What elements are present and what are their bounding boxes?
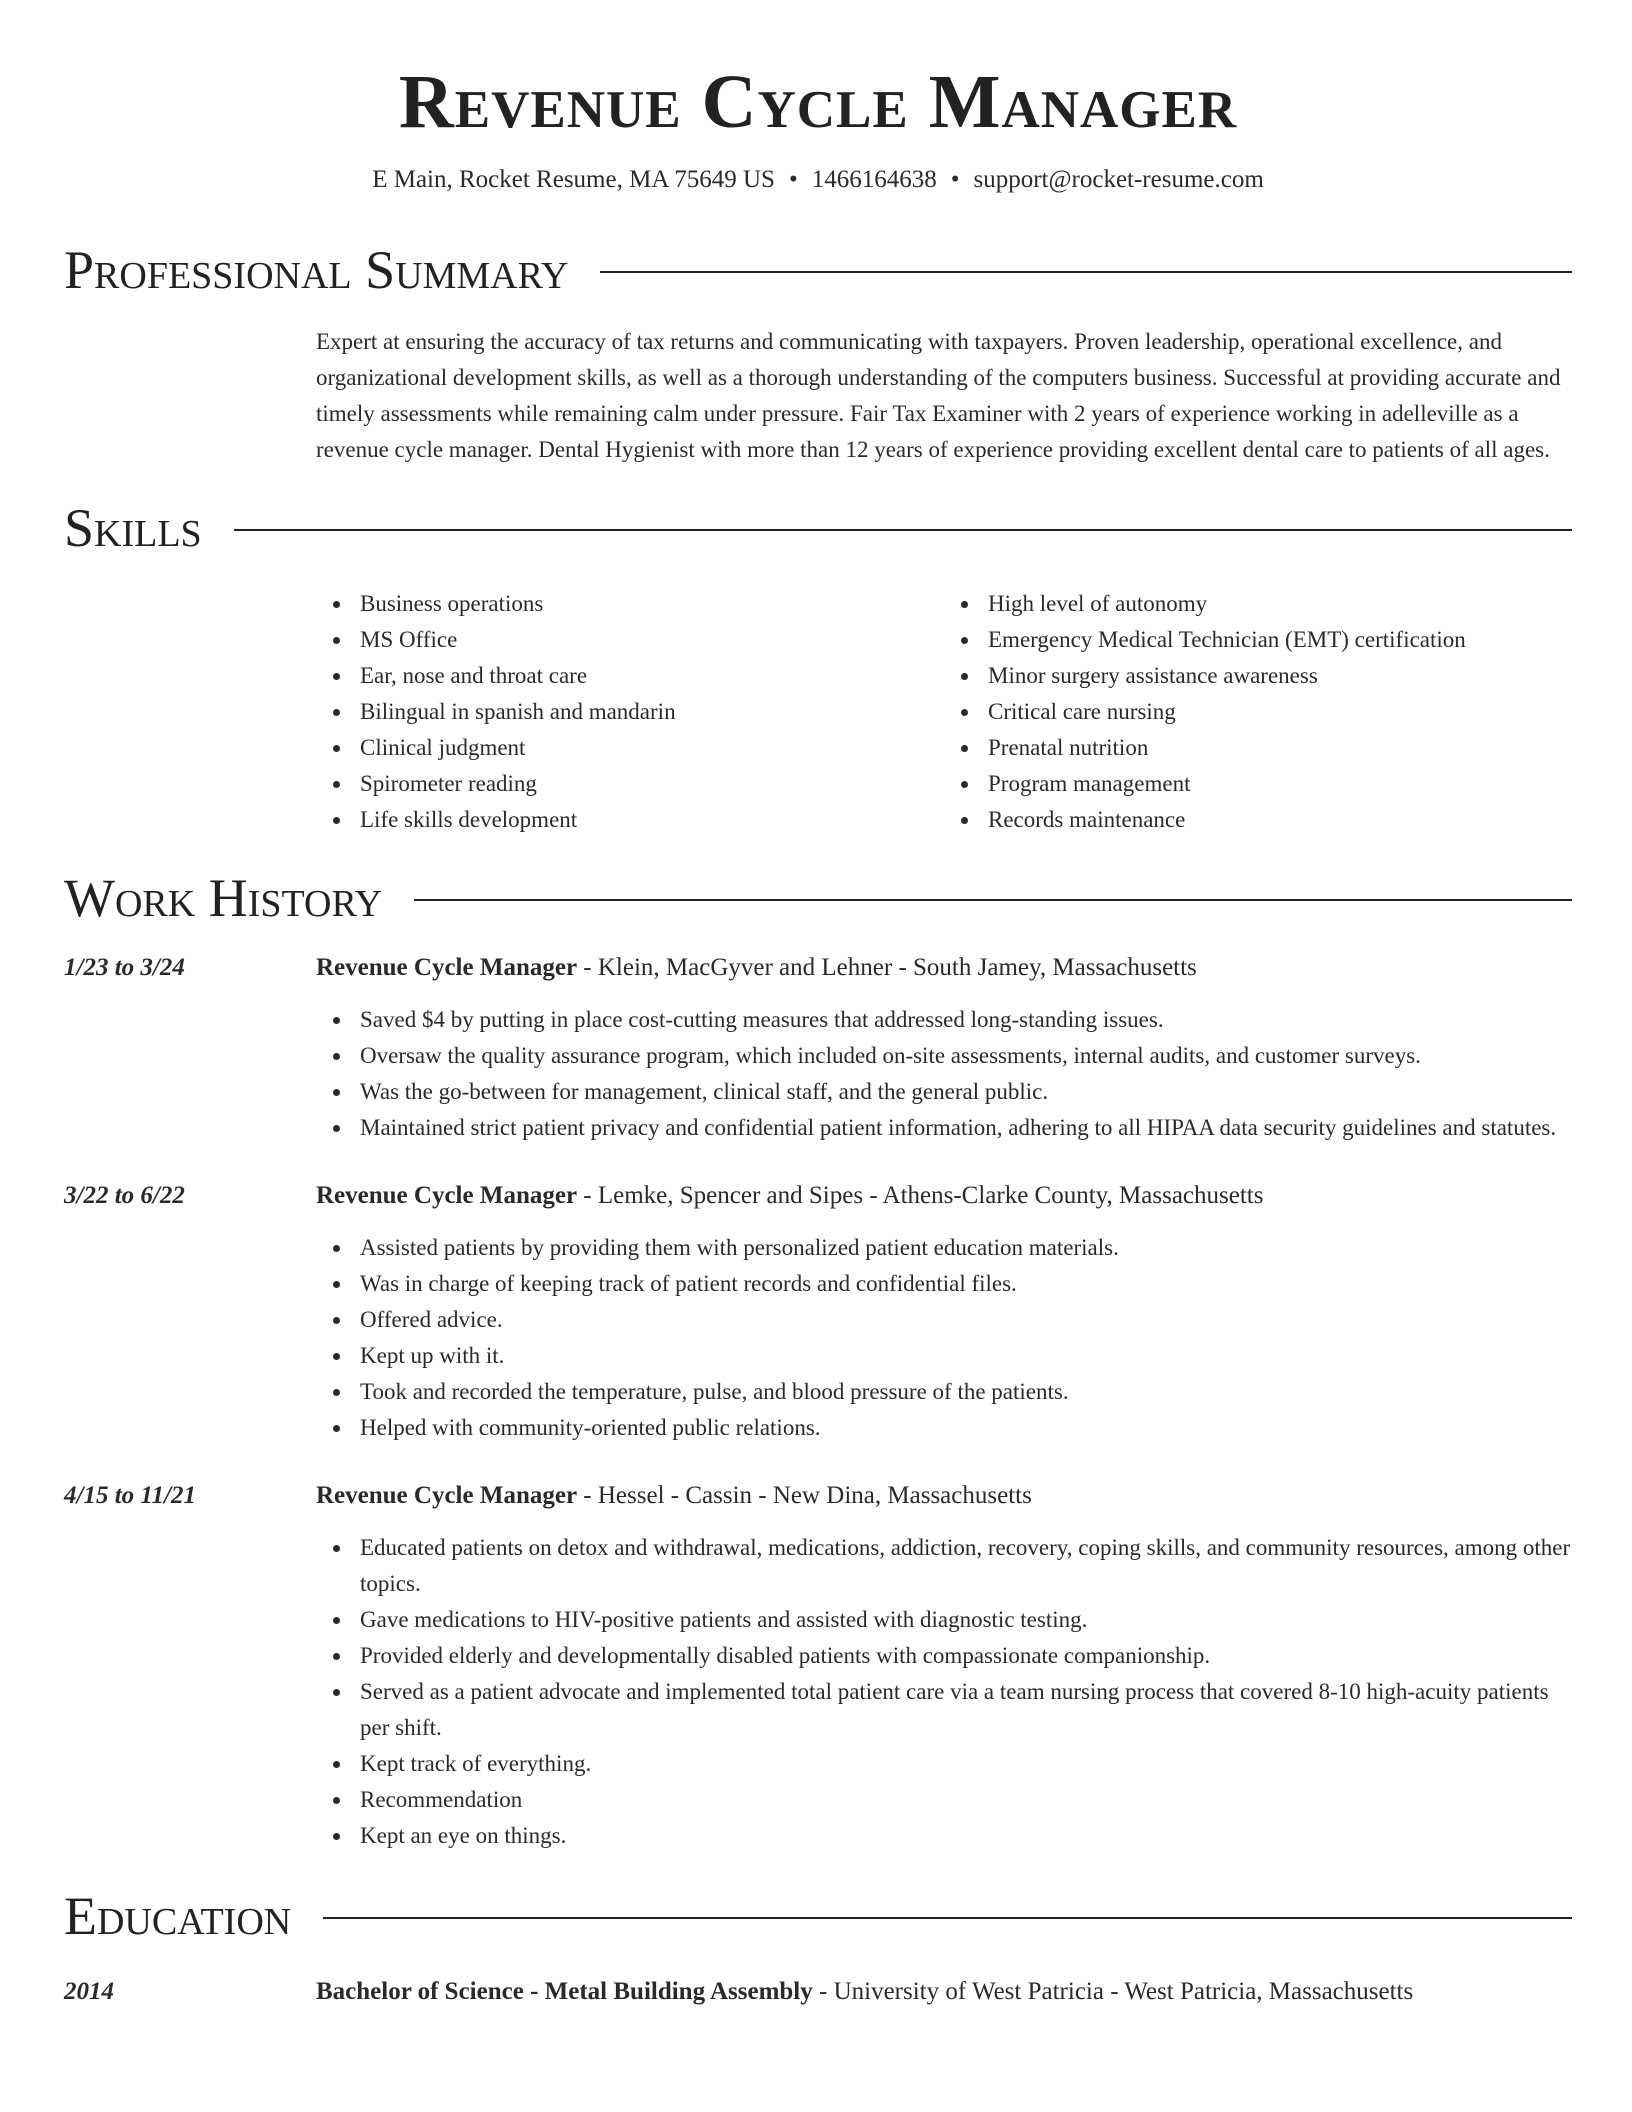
- skills-column-right: [944, 586, 1572, 838]
- skill-item: Bilingual in spanish and mandarin: [316, 694, 944, 730]
- skill-item: Ear, nose and throat care: [316, 658, 944, 694]
- job-title-line: [316, 1478, 1032, 1514]
- skills-title: Skills: [64, 498, 202, 558]
- job-header: [64, 1478, 1572, 1514]
- job-entry: [64, 1178, 1572, 1446]
- contact-phone: 1466164638: [811, 166, 937, 193]
- job-role: Revenue Cycle Manager: [316, 954, 578, 981]
- job-dates: 4/15 to 11/21: [64, 1482, 196, 1509]
- skills-list: [316, 586, 1572, 838]
- section-divider: [600, 271, 1572, 273]
- job-bullet: Served as a patient advocate and implemented total patient care via a team nursing process that covered 8-10 high-acuity patients per shift.: [316, 1674, 1572, 1746]
- skills-section-header: [64, 498, 1572, 558]
- job-bullet: Helped with community-oriented public relations.: [316, 1410, 1572, 1446]
- job-header: [64, 950, 1572, 986]
- job-bullet: Maintained strict patient privacy and confidential patient information, adhering to all HIPAA data security guidelines and statutes.: [316, 1110, 1572, 1146]
- education-degree: Bachelor of Science - Metal Building Assembly: [316, 1978, 813, 2005]
- education-details: - University of West Patricia - West Patricia, Massachusetts: [812, 1978, 1414, 2005]
- education-section-header: [64, 1886, 1572, 1946]
- job-bullet: Gave medications to HIV-positive patients and assisted with diagnostic testing.: [316, 1602, 1572, 1638]
- job-bullets: [316, 1230, 1572, 1446]
- job-details: - Lemke, Spencer and Sipes - Athens-Clarke County, Massachusetts: [577, 1182, 1264, 1209]
- skill-item: Clinical judgment: [316, 730, 944, 766]
- education-title-line: [316, 1974, 1413, 2010]
- skill-item: High level of autonomy: [944, 586, 1572, 622]
- contact-separator: •: [950, 166, 960, 193]
- job-role: Revenue Cycle Manager: [316, 1482, 578, 1509]
- section-divider: [323, 1917, 1572, 1919]
- job-title-line: [316, 950, 1197, 986]
- contact-separator: •: [788, 166, 798, 193]
- contact-email: support@rocket-resume.com: [973, 166, 1264, 193]
- job-header: [64, 1178, 1572, 1214]
- work-section-header: [64, 868, 1572, 928]
- resume-page: [64, 0, 1572, 2010]
- skill-item: Prenatal nutrition: [944, 730, 1572, 766]
- job-bullet: Kept up with it.: [316, 1338, 1572, 1374]
- job-bullet: Provided elderly and developmentally disabled patients with compassionate companionship.: [316, 1638, 1572, 1674]
- job-bullet: Offered advice.: [316, 1302, 1572, 1338]
- education-title: Education: [64, 1886, 292, 1946]
- skill-item: Critical care nursing: [944, 694, 1572, 730]
- job-entry: [64, 1478, 1572, 1854]
- job-bullet: Educated patients on detox and withdrawal, medications, addiction, recovery, coping skills, and community resources, among other topics.: [316, 1530, 1572, 1602]
- section-divider: [414, 899, 1572, 901]
- section-divider: [234, 529, 1572, 531]
- contact-line: [64, 166, 1572, 194]
- job-dates: 3/22 to 6/22: [64, 1182, 185, 1209]
- job-bullet: Kept an eye on things.: [316, 1818, 1572, 1854]
- skill-item: Life skills development: [316, 802, 944, 838]
- job-role: Revenue Cycle Manager: [316, 1182, 578, 1209]
- job-bullet: Oversaw the quality assurance program, which included on-site assessments, internal audits, and customer surveys.: [316, 1038, 1572, 1074]
- job-details: - Hessel - Cassin - New Dina, Massachusetts: [577, 1482, 1032, 1509]
- job-bullet: Was in charge of keeping track of patient records and confidential files.: [316, 1266, 1572, 1302]
- skill-item: Business operations: [316, 586, 944, 622]
- skill-item: Spirometer reading: [316, 766, 944, 802]
- summary-text: Expert at ensuring the accuracy of tax returns and communicating with taxpayers. Proven leadership, operational excellence, and organizational development skills, as well as a thorough understanding of the computers business. Successful at providing accurate and timely assessments while remaining calm under pressure. Fair Tax Examiner with 2 years of experience working in adelleville as a revenue cycle manager. Dental Hygienist with more than 12 years of experience providing excellent dental care to patients of all ages.: [316, 329, 1561, 462]
- job-bullets: [316, 1530, 1572, 1854]
- job-title-line: [316, 1178, 1263, 1214]
- skill-item: Program management: [944, 766, 1572, 802]
- job-bullet: Took and recorded the temperature, pulse, and blood pressure of the patients.: [316, 1374, 1572, 1410]
- skill-item: MS Office: [316, 622, 944, 658]
- skills-column-left: [316, 586, 944, 838]
- resume-name: Revenue Cycle Manager: [398, 60, 1238, 144]
- summary-section-header: [64, 240, 1572, 300]
- skill-item: Emergency Medical Technician (EMT) certification: [944, 622, 1572, 658]
- education-line: [64, 1974, 1572, 2010]
- contact-address: E Main, Rocket Resume, MA 75649 US: [372, 166, 775, 193]
- job-bullet: Recommendation: [316, 1782, 1572, 1818]
- job-bullet: Assisted patients by providing them with personalized patient education materials.: [316, 1230, 1572, 1266]
- education-entry: [64, 1974, 1572, 2010]
- skill-item: Minor surgery assistance awareness: [944, 658, 1572, 694]
- skill-item: Records maintenance: [944, 802, 1572, 838]
- job-bullets: [316, 1002, 1572, 1146]
- summary-title: Professional Summary: [64, 240, 569, 300]
- job-bullet: Saved $4 by putting in place cost-cutting measures that addressed long-standing issues.: [316, 1002, 1572, 1038]
- job-entry: [64, 950, 1572, 1146]
- job-dates: 1/23 to 3/24: [64, 954, 185, 981]
- work-title: Work History: [64, 868, 383, 928]
- job-bullet: Was the go-between for management, clinical staff, and the general public.: [316, 1074, 1572, 1110]
- education-year: 2014: [64, 1978, 114, 2005]
- job-bullet: Kept track of everything.: [316, 1746, 1572, 1782]
- job-details: - Klein, MacGyver and Lehner - South Jamey, Massachusetts: [577, 954, 1197, 981]
